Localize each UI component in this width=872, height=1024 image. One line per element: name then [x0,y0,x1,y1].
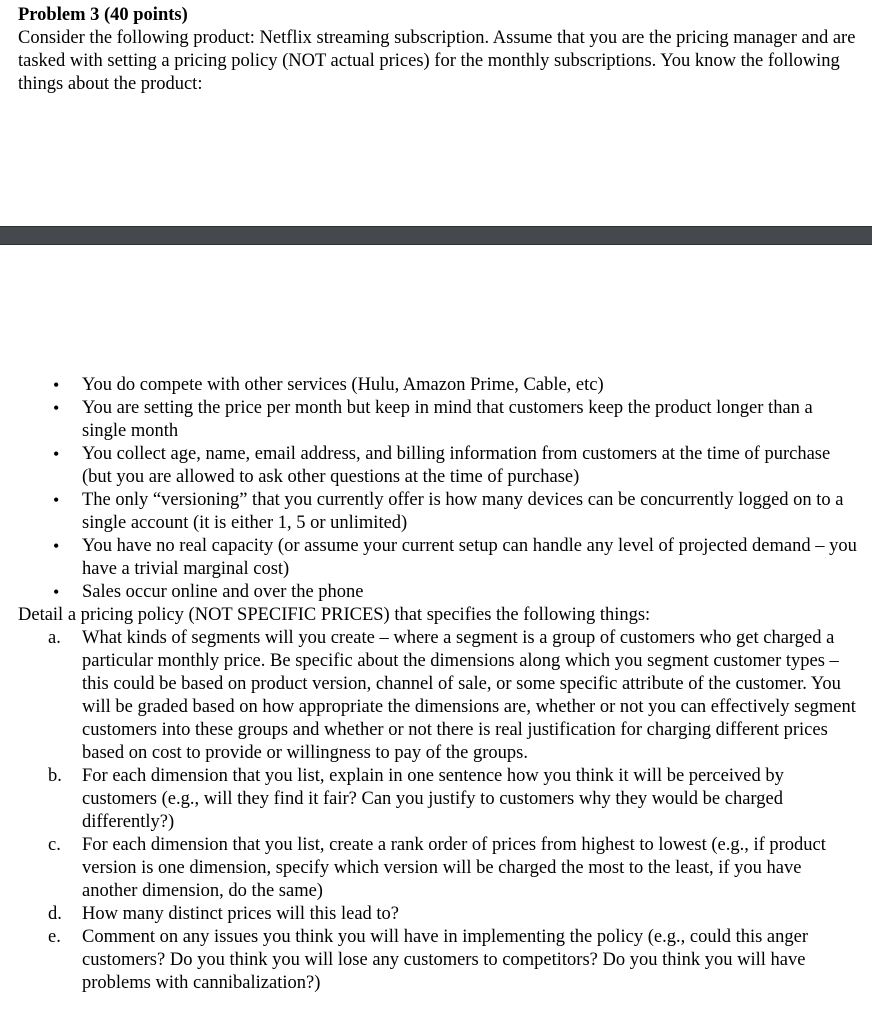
problem-body [0,374,872,995]
task-text: For each dimension that you list, create a rank order of prices from highest to lowest (e.g., if product version is one dimension, specify which version will be charged the most to the least, if you have another dimension, do the same) [82,835,826,901]
task-marker: a. [48,628,61,648]
fact-item [0,397,872,443]
bullet-icon: • [53,444,60,464]
problem-header [18,4,864,96]
fact-text: You do compete with other services (Hulu, Amazon Prime, Cable, etc) [82,375,604,395]
task-item-b [0,765,872,834]
product-facts-list [0,374,872,604]
task-item-e [0,926,872,995]
task-list [0,627,872,995]
detail-intro: Detail a pricing policy (NOT SPECIFIC PRICES) that specifies the following things: [18,605,651,625]
fact-text: The only “versioning” that you currently offer is how many devices can be concurrently logged on to a single account (it is either 1, 5 or unlimited) [82,490,844,533]
fact-text: You have no real capacity (or assume your current setup can handle any level of projected demand – you have a trivial marginal cost) [82,536,857,579]
bullet-icon: • [53,582,60,602]
task-marker: e. [48,927,61,947]
task-marker: d. [48,904,62,924]
task-item-c [0,834,872,903]
task-marker: b. [48,766,62,786]
task-item-d [0,903,872,926]
bullet-icon: • [53,375,60,395]
fact-item [0,374,872,397]
task-text: Comment on any issues you think you will have in implementing the policy (e.g., could this anger customers? Do you think you will lose any customers to competitors? Do you think you will have problems with cannibalization?) [82,927,809,993]
fact-item [0,443,872,489]
page-divider-bar [0,226,872,245]
fact-item [0,581,872,604]
fact-item [0,535,872,581]
fact-text: Sales occur online and over the phone [82,582,364,602]
fact-item [0,489,872,535]
task-text: For each dimension that you list, explain in one sentence how you think it will be perceived by customers (e.g., will they find it fair? Can you justify to customers why they would be charged differently?) [82,766,784,832]
problem-title: Problem 3 (40 points) [18,5,188,25]
bullet-icon: • [53,490,60,510]
bullet-icon: • [53,398,60,418]
task-marker: c. [48,835,61,855]
fact-text: You are setting the price per month but keep in mind that customers keep the product longer than a single month [82,398,813,441]
task-text: What kinds of segments will you create – where a segment is a group of customers who get charged a particular monthly price. Be specific about the dimensions along which you segment customer types – this could be based on product version, channel of sale, or some specific attribute of the customer. You will be graded based on how appropriate the dimensions are, whether or not you can effectively segment customers into these groups and whether or not there is real justification for charging different prices based on cost to provide or willingness to pay of the groups. [82,628,856,763]
bullet-icon: • [53,536,60,556]
fact-text: You collect age, name, email address, and billing information from customers at the time of purchase (but you are allowed to ask other questions at the time of purchase) [82,444,831,487]
task-text: How many distinct prices will this lead to? [82,904,400,924]
problem-intro: Consider the following product: Netflix streaming subscription. Assume that you are the pricing manager and are tasked with setting a pricing policy (NOT actual prices) for the monthly subscriptions. You know the following things about the product: [18,28,856,94]
task-item-a [0,627,872,765]
